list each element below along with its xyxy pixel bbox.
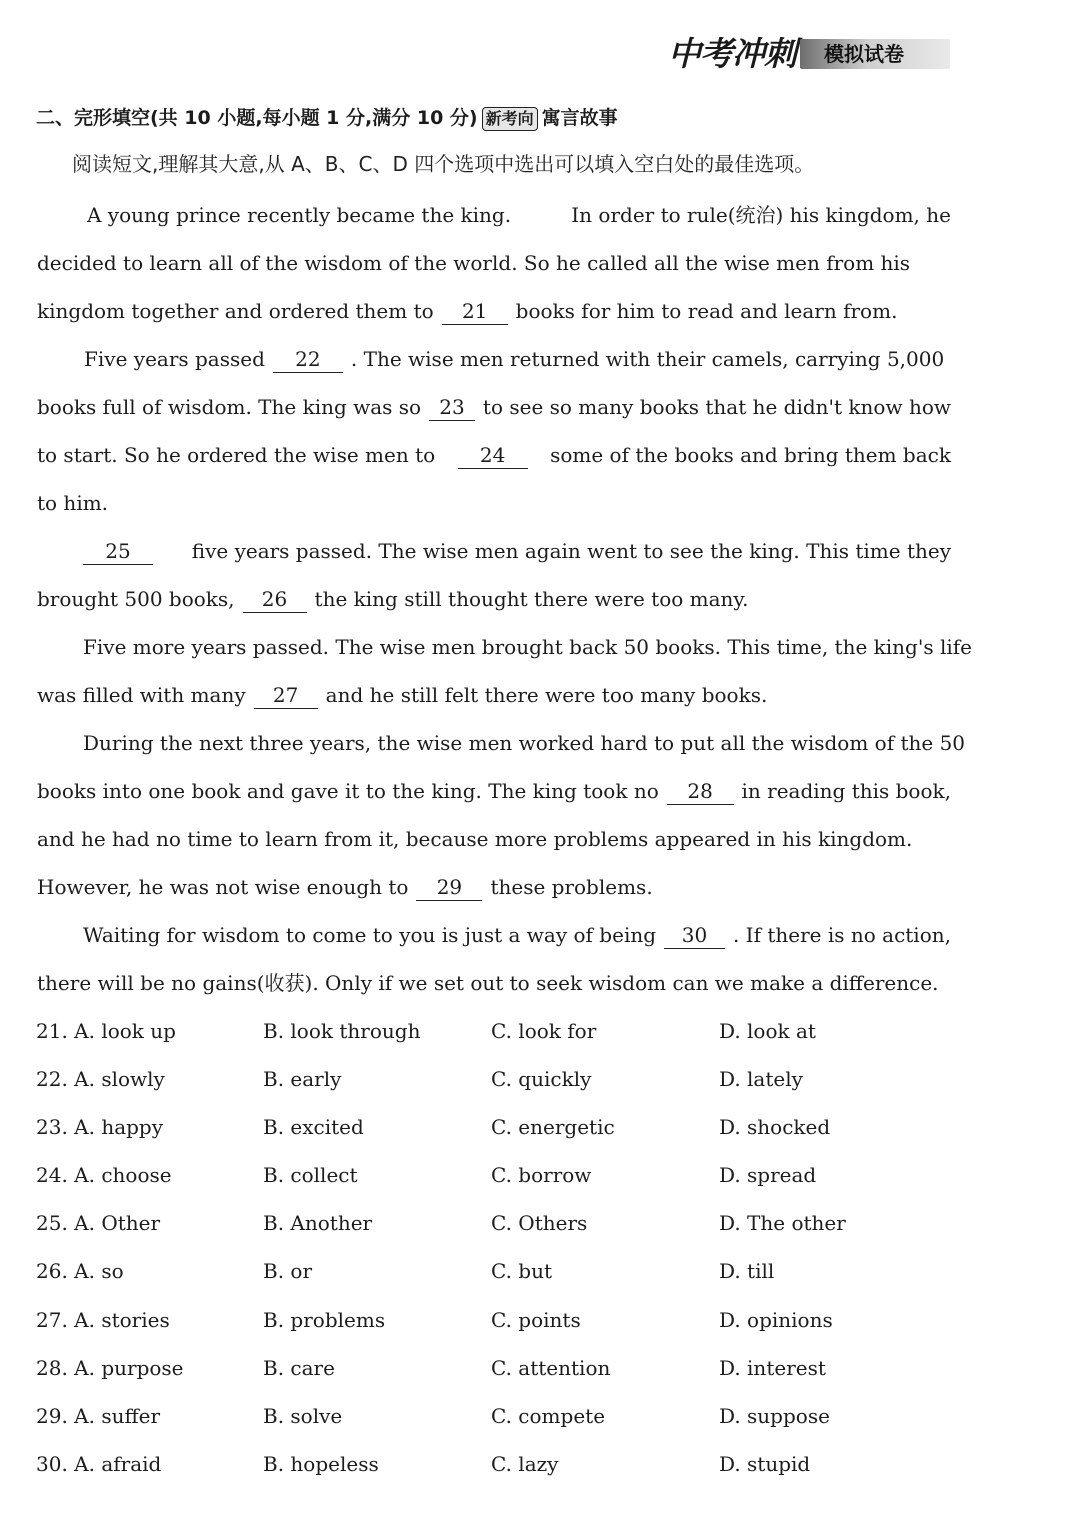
option-25-a[interactable]: 25. A. Other [36,1211,161,1235]
passage-line-5 [37,392,951,422]
option-24-a[interactable]: 24. A. choose [36,1163,172,1187]
passage-text: kingdom together and ordered them to [37,299,434,323]
passage-line-2 [37,248,951,278]
passage-text: books for him to read and learn from. [515,299,898,323]
instruction-text: 阅读短文,理解其大意,从 A、B、C、D 四个选项中选出可以填入空白处的最佳选项。 [72,152,815,176]
passage-text: decided to learn all of the wisdom of the world. So he called all the wise men from his [37,251,911,275]
option-28-d[interactable]: D. interest [719,1356,826,1380]
passage-line-14 [37,824,951,854]
option-24-d[interactable]: D. spread [719,1163,817,1187]
option-25-c[interactable]: C. Others [491,1211,588,1235]
passage-line-1 [37,200,951,230]
blank-30[interactable]: 30 [664,922,725,949]
option-28-c[interactable]: C. attention [491,1356,611,1380]
passage-line-13 [37,776,951,806]
option-25-d[interactable]: D. The other [719,1211,846,1235]
new-trend-badge: 新考向 [482,107,538,131]
blank-25[interactable]: 25 [83,538,153,565]
option-24-b[interactable]: B. collect [263,1163,358,1187]
option-26-a[interactable]: 26. A. so [36,1259,124,1283]
passage-line-4 [37,344,951,374]
passage-line-10 [37,632,973,662]
passage-text: Waiting for wisdom to come to you is just a way of being [83,923,657,947]
section-title [36,104,618,132]
passage-text: . The wise men returned with their camels, carrying 5,000 [350,347,945,371]
passage-text: and he had no time to learn from it, because more problems appeared in his kingdom. [37,827,913,851]
logo-tag [800,39,950,69]
passage-text: Five more years passed. The wise men brought back 50 books. This time, the king's life [83,635,973,659]
option-21-b[interactable]: B. look through [263,1019,421,1043]
blank-27[interactable]: 27 [254,682,318,709]
option-28-a[interactable]: 28. A. purpose [36,1356,184,1380]
header-logo [668,34,950,74]
option-21-d[interactable]: D. look at [719,1019,816,1043]
passage-text: the king still thought there were too many. [314,587,749,611]
passage-text: In order to rule(统治) his kingdom, he [571,203,951,227]
passage-text: books into one book and gave it to the king. The king took no [37,779,659,803]
option-30-b[interactable]: B. hopeless [263,1452,379,1476]
option-30-a[interactable]: 30. A. afraid [36,1452,162,1476]
passage-line-15 [37,872,951,902]
passage-line-7 [37,488,951,518]
passage-line-3 [37,296,951,326]
option-23-b[interactable]: B. excited [263,1115,364,1139]
option-27-a[interactable]: 27. A. stories [36,1308,170,1332]
option-25-b[interactable]: B. Another [263,1211,373,1235]
option-30-c[interactable]: C. lazy [491,1452,559,1476]
option-29-a[interactable]: 29. A. suffer [36,1404,161,1428]
option-22-c[interactable]: C. quickly [491,1067,592,1091]
logo-brush-text: 中考冲刺 [668,34,796,73]
passage-text: brought 500 books, [37,587,235,611]
option-28-b[interactable]: B. care [263,1356,335,1380]
blank-23[interactable]: 23 [429,394,475,421]
passage-text: to see so many books that he didn't know how [482,395,951,419]
option-22-b[interactable]: B. early [263,1067,342,1091]
option-23-c[interactable]: C. energetic [491,1115,615,1139]
option-29-b[interactable]: B. solve [263,1404,343,1428]
passage-text: However, he was not wise enough to [37,875,409,899]
passage-text: these problems. [490,875,653,899]
passage-text: five years passed. The wise men again went to see the king. This time they [191,539,951,563]
option-30-d[interactable]: D. stupid [719,1452,811,1476]
passage-line-11 [37,680,951,710]
passage-text: . If there is no action, [732,923,951,947]
passage-line-6 [37,440,951,470]
passage-line-9 [37,584,951,614]
passage-text: some of the books and bring them back [550,443,951,467]
option-21-c[interactable]: C. look for [491,1019,597,1043]
section-topic: 寓言故事 [541,107,618,129]
passage-text: books full of wisdom. The king was so [37,395,422,419]
option-29-d[interactable]: D. suppose [719,1404,830,1428]
option-27-c[interactable]: C. points [491,1308,581,1332]
blank-21[interactable]: 21 [442,298,508,325]
passage-line-12 [37,728,966,758]
option-23-a[interactable]: 23. A. happy [36,1115,164,1139]
option-22-a[interactable]: 22. A. slowly [36,1067,165,1091]
option-21-a[interactable]: 21. A. look up [36,1019,176,1043]
option-29-c[interactable]: C. compete [491,1404,606,1428]
section-title-text: 二、完形填空(共 10 小题,每小题 1 分,满分 10 分) [36,107,478,129]
option-24-c[interactable]: C. borrow [491,1163,592,1187]
passage-text: During the next three years, the wise men worked hard to put all the wisdom of the 50 [83,731,966,755]
passage-text: A young prince recently became the king. [87,203,512,227]
option-26-d[interactable]: D. till [719,1259,775,1283]
option-22-d[interactable]: D. lately [719,1067,803,1091]
passage-text: Five years passed [84,347,265,371]
passage-line-16 [37,920,951,950]
passage-text: to him. [37,491,109,515]
option-26-b[interactable]: B. or [263,1259,313,1283]
blank-29[interactable]: 29 [416,874,482,901]
option-27-d[interactable]: D. opinions [719,1308,833,1332]
passage-line-8 [37,536,951,566]
passage-text: was filled with many [37,683,246,707]
option-27-b[interactable]: B. problems [263,1308,386,1332]
passage-text: and he still felt there were too many books. [325,683,768,707]
passage-text: in reading this book, [741,779,951,803]
passage-text: to start. So he ordered the wise men to [37,443,436,467]
blank-28[interactable]: 28 [667,778,734,805]
logo-tag-label: 模拟试卷 [824,42,904,66]
option-23-d[interactable]: D. shocked [719,1115,831,1139]
blank-22[interactable]: 22 [273,346,343,373]
passage-line-17 [37,968,951,998]
option-26-c[interactable]: C. but [491,1259,553,1283]
blank-26[interactable]: 26 [243,586,307,613]
passage-text: there will be no gains(收获). Only if we set out to seek wisdom can we make a difference. [37,971,939,995]
blank-24[interactable]: 24 [458,442,528,469]
